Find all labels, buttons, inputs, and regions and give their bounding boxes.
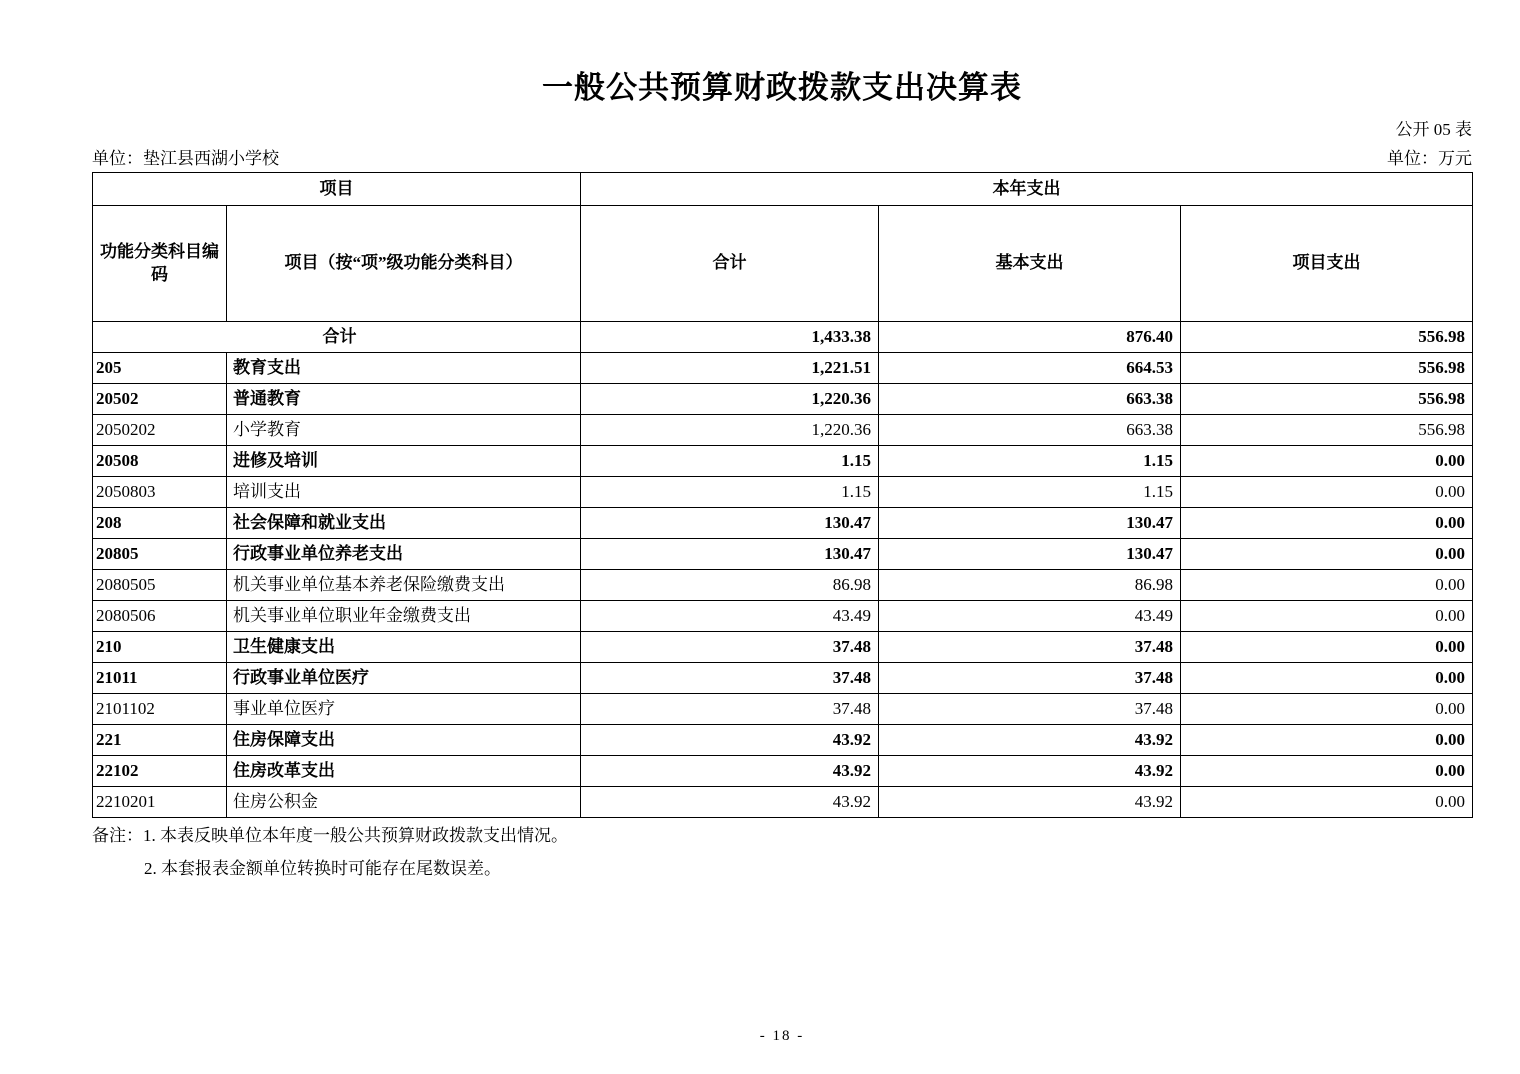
- page-title: 一般公共预算财政拨款支出决算表: [542, 70, 1022, 105]
- header-project-group: 项目: [93, 173, 581, 206]
- row-code: 2050202: [93, 415, 227, 446]
- row-project-value: 556.98: [1181, 322, 1473, 353]
- row-total-value: 37.48: [581, 632, 879, 663]
- header-group-row: [93, 173, 1473, 206]
- money-unit-label: 单位：万元: [1387, 149, 1472, 168]
- row-basic-value: 43.92: [879, 756, 1181, 787]
- row-item-label: 行政事业单位医疗: [227, 663, 581, 694]
- row-item-label: 培训支出: [227, 477, 581, 508]
- row-code: 20508: [93, 446, 227, 477]
- table-row: [93, 322, 1473, 353]
- table-body: [93, 322, 1473, 818]
- row-item-label: 事业单位医疗: [227, 694, 581, 725]
- row-project-value: 0.00: [1181, 601, 1473, 632]
- row-total-value: 1,220.36: [581, 415, 879, 446]
- row-basic-value: 37.48: [879, 694, 1181, 725]
- org-unit-label: 单位：垫江县西湖小学校: [92, 149, 279, 168]
- row-item-label: 普通教育: [227, 384, 581, 415]
- row-code: 22102: [93, 756, 227, 787]
- row-basic-value: 37.48: [879, 632, 1181, 663]
- row-code: 2080505: [93, 570, 227, 601]
- header-project-col: 项目支出: [1181, 206, 1473, 322]
- row-total-value: 1,433.38: [581, 322, 879, 353]
- row-total-value: 130.47: [581, 508, 879, 539]
- row-item-label: 卫生健康支出: [227, 632, 581, 663]
- meta-row: [92, 144, 1472, 169]
- row-project-value: 0.00: [1181, 477, 1473, 508]
- table-row: [93, 787, 1473, 818]
- row-project-value: 0.00: [1181, 694, 1473, 725]
- row-project-value: 0.00: [1181, 663, 1473, 694]
- row-basic-value: 43.49: [879, 601, 1181, 632]
- row-basic-value: 1.15: [879, 446, 1181, 477]
- header-year-expense-group: 本年支出: [581, 173, 1473, 206]
- row-total-value: 43.92: [581, 787, 879, 818]
- header-columns-row: [93, 206, 1473, 322]
- row-basic-value: 664.53: [879, 353, 1181, 384]
- row-total-value: 1,221.51: [581, 353, 879, 384]
- row-item-label: 教育支出: [227, 353, 581, 384]
- row-total-value: 1,220.36: [581, 384, 879, 415]
- table-row: [93, 477, 1473, 508]
- page-number: - 18 -: [759, 1028, 805, 1044]
- row-total-value: 43.49: [581, 601, 879, 632]
- row-project-value: 0.00: [1181, 508, 1473, 539]
- row-project-value: 556.98: [1181, 384, 1473, 415]
- row-basic-value: 663.38: [879, 384, 1181, 415]
- table-code-label: 公开 05 表: [1395, 120, 1472, 139]
- header-total-col: 合计: [581, 206, 879, 322]
- header-item-col: 项目（按“项”级功能分类科目）: [227, 206, 581, 322]
- row-project-value: 0.00: [1181, 787, 1473, 818]
- row-project-value: 0.00: [1181, 632, 1473, 663]
- row-basic-value: 37.48: [879, 663, 1181, 694]
- row-item-label: 住房改革支出: [227, 756, 581, 787]
- row-project-value: 556.98: [1181, 415, 1473, 446]
- row-total-value: 43.92: [581, 756, 879, 787]
- table-row: [93, 663, 1473, 694]
- row-basic-value: 1.15: [879, 477, 1181, 508]
- row-code: 21011: [93, 663, 227, 694]
- table-row: [93, 632, 1473, 663]
- note-line-2: 2. 本套报表金额单位转换时可能存在尾数误差。: [144, 859, 501, 878]
- row-total-value: 37.48: [581, 663, 879, 694]
- row-item-label: 社会保障和就业支出: [227, 508, 581, 539]
- row-basic-value: 130.47: [879, 508, 1181, 539]
- row-project-value: 0.00: [1181, 756, 1473, 787]
- row-basic-value: 663.38: [879, 415, 1181, 446]
- row-item-label: 机关事业单位职业年金缴费支出: [227, 601, 581, 632]
- row-code: 210: [93, 632, 227, 663]
- row-project-value: 556.98: [1181, 353, 1473, 384]
- row-code: 221: [93, 725, 227, 756]
- row-item-label: 机关事业单位基本养老保险缴费支出: [227, 570, 581, 601]
- row-total-value: 1.15: [581, 446, 879, 477]
- header-basic-col: 基本支出: [879, 206, 1181, 322]
- row-code: 2050803: [93, 477, 227, 508]
- row-item-label: 小学教育: [227, 415, 581, 446]
- notes: [92, 819, 1472, 885]
- table-row: [93, 446, 1473, 477]
- header-code-col: 功能分类科目编码: [93, 206, 227, 322]
- note-line-1: 备注：1. 本表反映单位本年度一般公共预算财政拨款支出情况。: [92, 826, 568, 845]
- table-row: [93, 694, 1473, 725]
- row-item-label: 住房公积金: [227, 787, 581, 818]
- table-row: [93, 384, 1473, 415]
- row-item-label: 进修及培训: [227, 446, 581, 477]
- row-basic-value: 876.40: [879, 322, 1181, 353]
- row-item-label: 行政事业单位养老支出: [227, 539, 581, 570]
- row-basic-value: 130.47: [879, 539, 1181, 570]
- table-row: [93, 725, 1473, 756]
- row-basic-value: 43.92: [879, 787, 1181, 818]
- row-total-value: 130.47: [581, 539, 879, 570]
- table-row: [93, 353, 1473, 384]
- table-row: [93, 415, 1473, 446]
- row-code: 20805: [93, 539, 227, 570]
- row-code: 208: [93, 508, 227, 539]
- row-code: 205: [93, 353, 227, 384]
- row-total-value: 1.15: [581, 477, 879, 508]
- table-row: [93, 508, 1473, 539]
- table-row: [93, 570, 1473, 601]
- row-code: 2101102: [93, 694, 227, 725]
- row-item-label: 住房保障支出: [227, 725, 581, 756]
- row-code: 2080506: [93, 601, 227, 632]
- row-project-value: 0.00: [1181, 725, 1473, 756]
- table-row: [93, 756, 1473, 787]
- table-row: [93, 601, 1473, 632]
- row-project-value: 0.00: [1181, 539, 1473, 570]
- row-basic-value: 43.92: [879, 725, 1181, 756]
- table-row: [93, 539, 1473, 570]
- row-code: 20502: [93, 384, 227, 415]
- row-project-value: 0.00: [1181, 446, 1473, 477]
- row-basic-value: 86.98: [879, 570, 1181, 601]
- row-total-value: 43.92: [581, 725, 879, 756]
- row-total-value: 86.98: [581, 570, 879, 601]
- budget-table: [92, 172, 1473, 818]
- row-project-value: 0.00: [1181, 570, 1473, 601]
- row-total-value: 37.48: [581, 694, 879, 725]
- row-code: 2210201: [93, 787, 227, 818]
- row-item-label: 合计: [93, 322, 581, 353]
